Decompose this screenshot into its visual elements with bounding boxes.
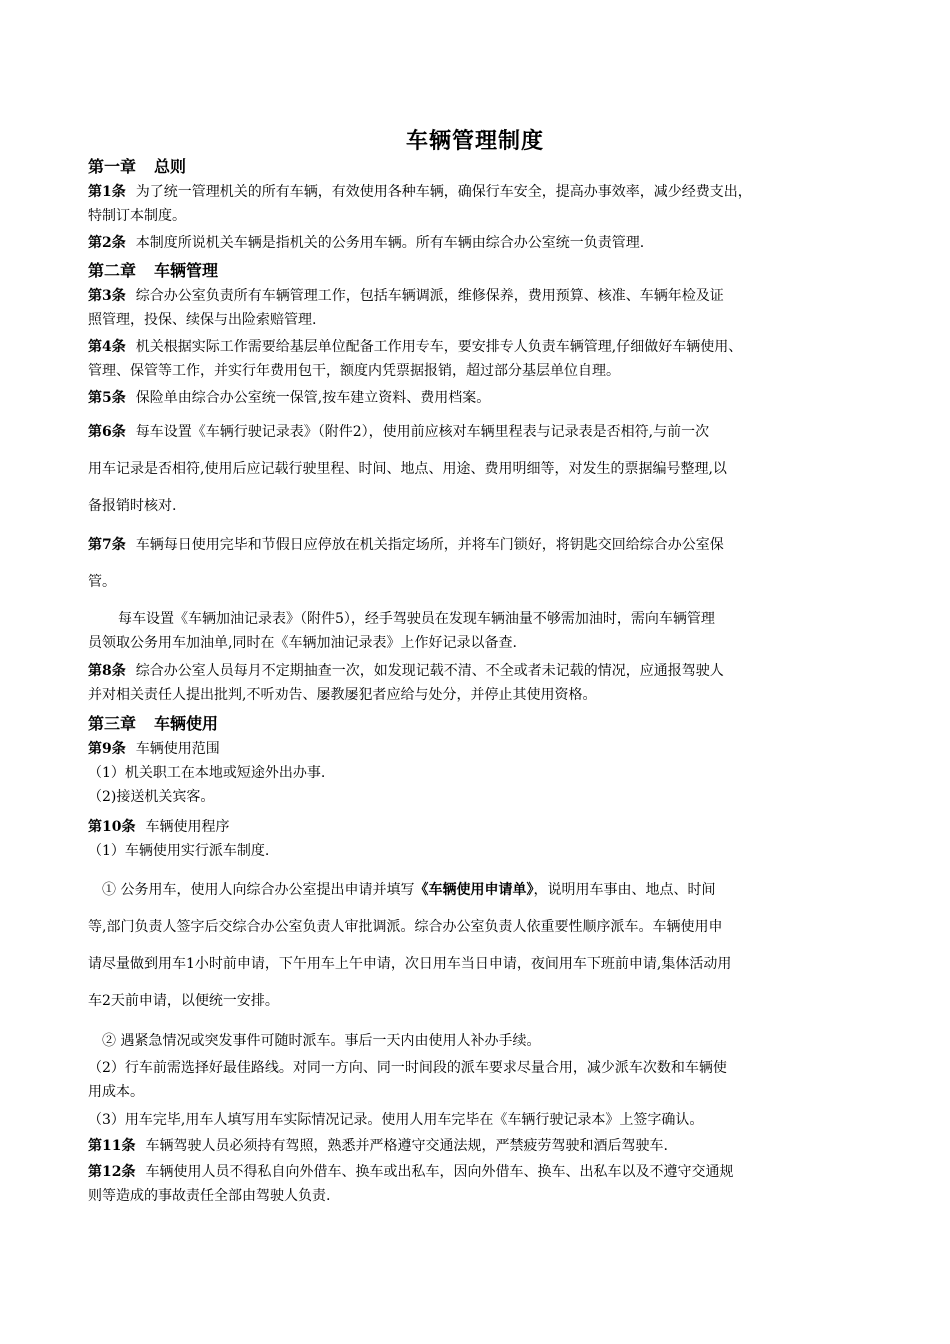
after-use-paragraph: [88, 1108, 878, 1132]
article-text: 车辆使用程序: [145, 819, 230, 835]
article-text: 为了统一管理机关的所有车辆，有效使用各种车辆，确保行车安全，提高办事效率，减少经费支出，: [135, 184, 752, 200]
list-item: （1）车辆使用实行派车制度.: [88, 843, 270, 859]
article-6: [88, 414, 878, 525]
chapter-1-heading: [88, 154, 186, 177]
chapter-2-heading: [88, 258, 218, 281]
fuel-record-paragraph: [88, 607, 878, 655]
article-text: 特制订本制度。: [88, 208, 186, 224]
paragraph-text: 用成本。: [88, 1084, 144, 1100]
article-text: 车辆使用人员不得私自向外借车、换车或出私车，因向外借车、换车、出私车以及不遵守交通规: [145, 1164, 734, 1180]
article-label: 第9条: [88, 741, 126, 757]
article-1: [88, 180, 878, 228]
article-10: [88, 815, 878, 863]
paragraph-text: 等,部门负责人签字后交综合办公室负责人审批调派。综合办公室负责人依重要性顺序派车。车辆使用申: [88, 919, 723, 935]
article-text: 本制度所说机关车辆是指机关的公务用车辆。所有车辆由综合办公室统一负责管理.: [135, 235, 645, 251]
article-label: 第6条: [88, 424, 126, 440]
chapter-name: 总则: [154, 157, 187, 176]
chapter-3-heading: [88, 711, 218, 734]
article-text: 用车记录是否相符,使用后应记载行驶里程、时间、地点、用途、费用明细等，对发生的票据编号整理,以: [88, 461, 727, 477]
official-vehicle-paragraph: [88, 872, 878, 1020]
chapter-name: 车辆管理: [154, 261, 219, 280]
chapter-name: 车辆使用: [154, 714, 219, 733]
chapter-number: 第二章: [88, 261, 137, 280]
paragraph-text: ，说明用车事由、地点、时间: [533, 882, 716, 898]
chapter-number: 第一章: [88, 157, 137, 176]
article-4: [88, 335, 878, 383]
article-label: 第11条: [88, 1138, 136, 1154]
article-5: [88, 386, 878, 410]
article-label: 第7条: [88, 537, 126, 553]
article-12: [88, 1160, 878, 1208]
form-name: 《车辆使用申请单》: [414, 882, 534, 898]
article-text: 备报销时核对.: [88, 498, 177, 514]
article-label: 第1条: [88, 184, 126, 200]
article-text: 综合办公室人员每月不定期抽查一次，如发现记载不清、不全或者未记载的情况，应通报驾驶人: [135, 663, 724, 679]
article-text: 保险单由综合办公室统一保管,按车建立资料、费用档案。: [135, 390, 491, 406]
article-text: 车辆每日使用完毕和节假日应停放在机关指定场所，并将车门锁好，将钥匙交回给综合办公室保: [135, 537, 724, 553]
list-item: （2)接送机关宾客。: [88, 789, 215, 805]
paragraph-text: ② 遇紧急情况或突发事件可随时派车。事后一天内由使用人补办手续。: [102, 1033, 541, 1049]
paragraph-text: （3）用车完毕,用车人填写用车实际情况记录。使用人用车完毕在《车辆行驶记录本》上签字确认。: [88, 1112, 704, 1128]
document-title: 车辆管理制度: [405, 128, 544, 154]
article-text: 每车设置《车辆行驶记录表》（附件2），使用前应核对车辆里程表与记录表是否相符,与前一次: [135, 424, 710, 440]
article-label: 第3条: [88, 288, 126, 304]
list-item: （1）机关职工在本地或短途外出办事.: [88, 765, 326, 781]
article-text: 综合办公室负责所有车辆管理工作，包括车辆调派，维修保养，费用预算、核准、车辆年检及证: [135, 288, 724, 304]
article-label: 第5条: [88, 390, 126, 406]
chapter-number: 第三章: [88, 714, 137, 733]
paragraph-text: 请尽量做到用车1小时前申请，下午用车上午申请，次日用车当日申请，夜间用车下班前申请,集体活动用: [88, 956, 732, 972]
article-label: 第10条: [88, 819, 136, 835]
article-11: [88, 1134, 878, 1158]
paragraph-text: 员领取公务用车加油单,同时在《车辆加油记录表》上作好记录以备查.: [88, 635, 517, 651]
paragraph-text: （2）行车前需选择好最佳路线。对同一方向、同一时间段的派车要求尽量合用，减少派车次数和车辆使: [88, 1060, 727, 1076]
article-9: [88, 737, 878, 809]
paragraph-text: 车2天前申请，以便统一安排。: [88, 993, 279, 1009]
article-text: 车辆使用范围: [135, 741, 220, 757]
emergency-paragraph: [88, 1029, 878, 1053]
article-text: 照管理，投保、续保与出险索赔管理.: [88, 312, 317, 328]
article-7: [88, 527, 878, 601]
article-text: 机关根据实际工作需要给基层单位配备工作用专车，要安排专人负责车辆管理,仔细做好车辆使用、: [135, 339, 743, 355]
article-label: 第2条: [88, 235, 126, 251]
paragraph-text: 每车设置《车辆加油记录表》（附件5），经手驾驶员在发现车辆油量不够需加油时，需向车辆管理: [118, 611, 715, 627]
article-label: 第12条: [88, 1164, 136, 1180]
article-label: 第8条: [88, 663, 126, 679]
article-2: [88, 231, 878, 255]
article-text: 管。: [88, 574, 116, 590]
article-text: 则等造成的事故责任全部由驾驶人负责.: [88, 1188, 331, 1204]
article-label: 第4条: [88, 339, 126, 355]
route-paragraph: [88, 1056, 878, 1104]
paragraph-text: ① 公务用车，使用人向综合办公室提出申请并填写: [102, 882, 415, 898]
article-3: [88, 284, 878, 332]
article-text: 并对相关责任人提出批判,不听劝告、屡教屡犯者应给与处分，并停止其使用资格。: [88, 687, 597, 703]
article-text: 管理、保管等工作，并实行年费用包干，额度内凭票据报销，超过部分基层单位自理。: [88, 363, 620, 379]
article-text: 车辆驾驶人员必须持有驾照，熟悉并严格遵守交通法规，严禁疲劳驾驶和酒后驾驶车.: [145, 1138, 668, 1154]
article-8: [88, 659, 878, 707]
